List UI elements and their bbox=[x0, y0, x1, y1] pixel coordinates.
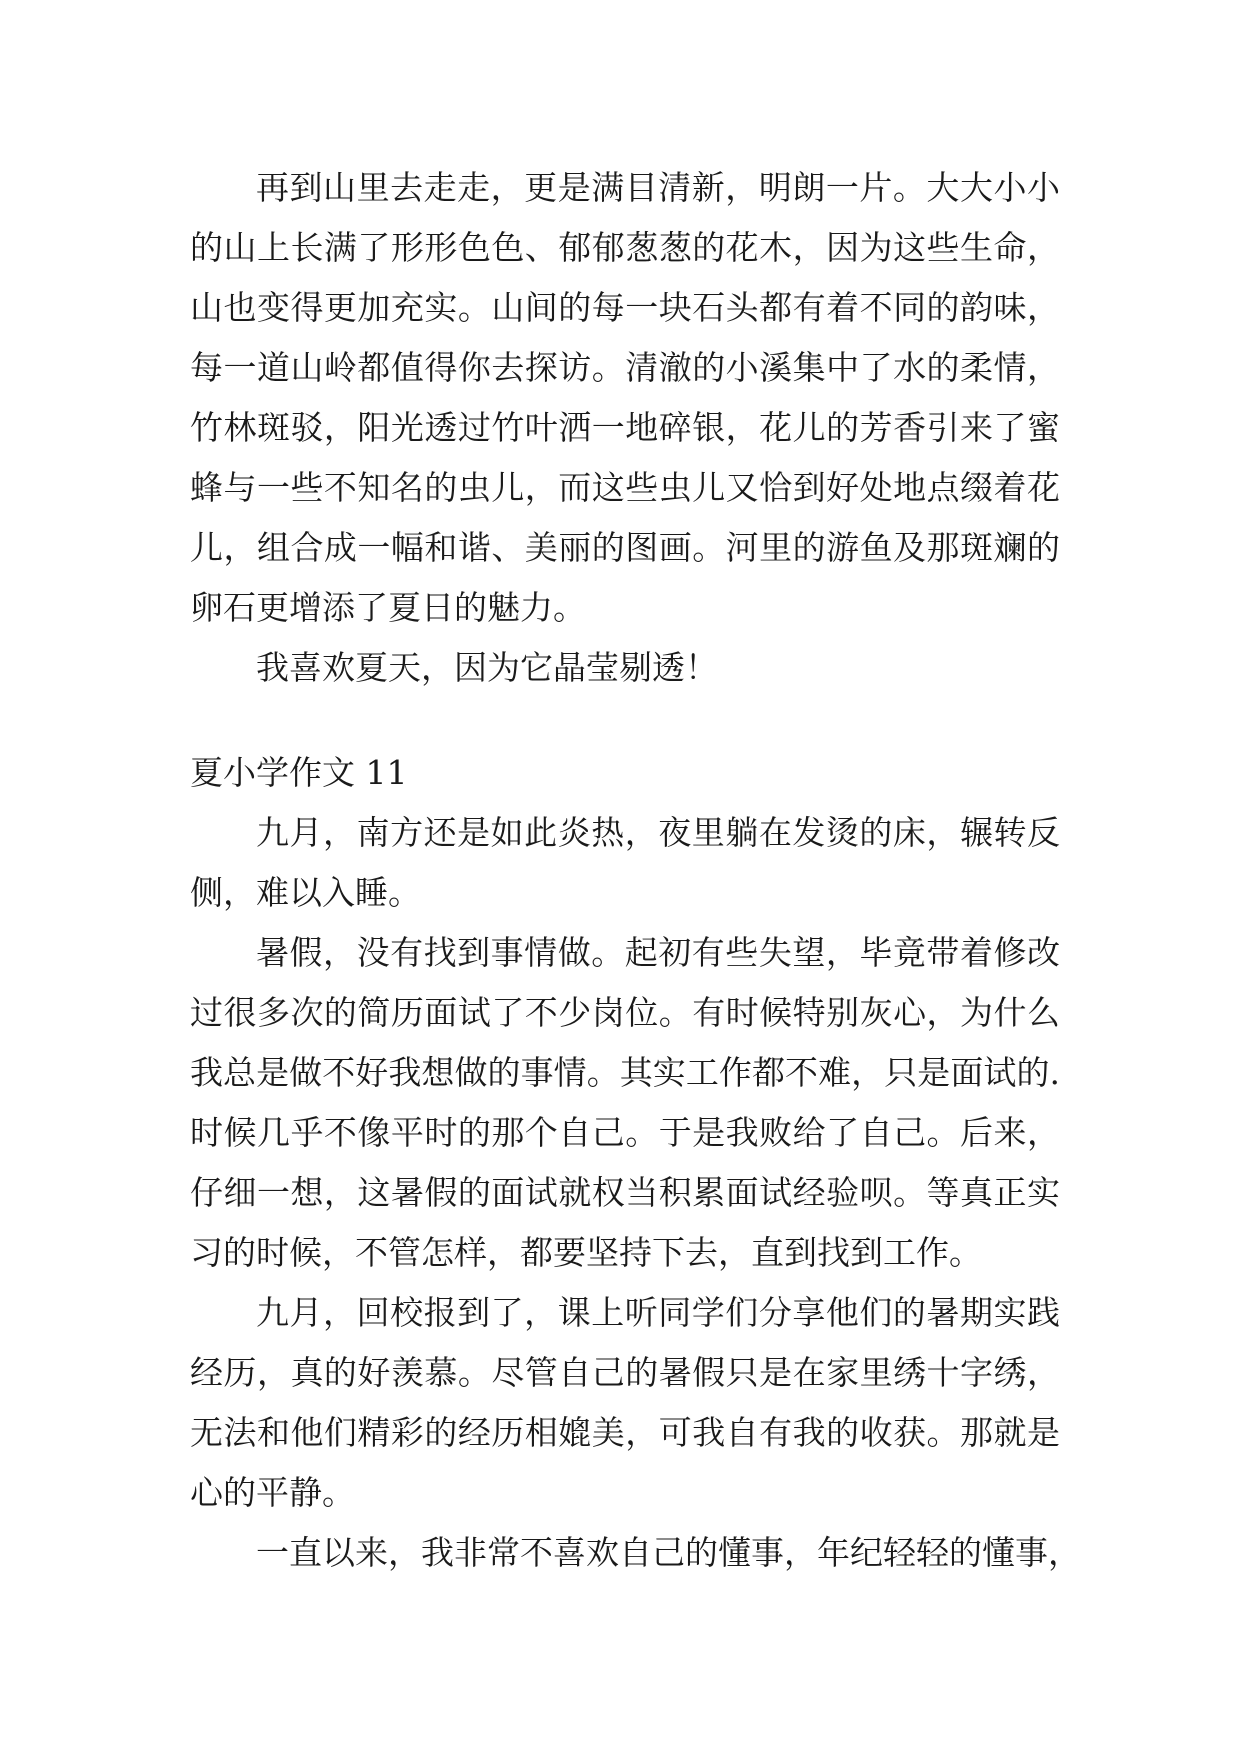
text-line: 每一道山岭都值得你去探访。清澈的小溪集中了水的柔情， bbox=[190, 348, 1060, 387]
text-line: 一直以来，我非常不喜欢自己的懂事，年纪轻轻的懂事， bbox=[256, 1533, 1081, 1572]
text-line: 无法和他们精彩的经历相媲美，可我自有我的收获。那就是 bbox=[190, 1413, 1060, 1452]
section-gap bbox=[190, 698, 1060, 743]
document-page bbox=[190, 158, 1081, 1583]
text-line: 竹林斑驳，阳光透过竹叶洒一地碎银，花儿的芳香引来了蜜 bbox=[190, 408, 1060, 447]
text-line: 时候几乎不像平时的那个自己。于是我败给了自己。后来， bbox=[190, 1113, 1060, 1152]
text-line: 九月，南方还是如此炎热，夜里躺在发烫的床，辗转反 bbox=[256, 813, 1060, 852]
paragraph bbox=[190, 638, 1060, 698]
text-line: 儿，组合成一幅和谐、美丽的图画。河里的游鱼及那斑斓的 bbox=[190, 528, 1060, 567]
paragraph bbox=[190, 1523, 1081, 1583]
text-line: 再到山里去走走，更是满目清新，明朗一片。大大小小 bbox=[256, 168, 1060, 207]
text-line: 山也变得更加充实。山间的每一块石头都有着不同的韵味， bbox=[190, 288, 1060, 327]
section-title: 夏小学作文 11 bbox=[190, 753, 408, 792]
paragraph bbox=[190, 158, 1060, 638]
text-line: 暑假，没有找到事情做。起初有些失望，毕竟带着修改 bbox=[256, 933, 1060, 972]
text-line: 我喜欢夏天，因为它晶莹剔透！ bbox=[256, 648, 718, 687]
paragraph bbox=[190, 803, 1060, 923]
text-line: 卵石更增添了夏日的魅力。 bbox=[190, 588, 586, 627]
text-line: 过很多次的简历面试了不少岗位。有时候特别灰心，为什么 bbox=[190, 993, 1060, 1032]
text-line: 蜂与一些不知名的虫儿，而这些虫儿又恰到好处地点缀着花 bbox=[190, 468, 1060, 507]
text-line: 心的平静。 bbox=[190, 1473, 355, 1512]
text-line: 经历，真的好羡慕。尽管自己的暑假只是在家里绣十字绣， bbox=[190, 1353, 1060, 1392]
text-line: 九月，回校报到了，课上听同学们分享他们的暑期实践 bbox=[256, 1293, 1060, 1332]
text-line: 习的时候，不管怎样，都要坚持下去，直到找到工作。 bbox=[190, 1233, 982, 1272]
text-line: 侧，难以入睡。 bbox=[190, 873, 421, 912]
text-line: 仔细一想，这暑假的面试就权当积累面试经验呗。等真正实 bbox=[190, 1173, 1060, 1212]
paragraph bbox=[190, 1283, 1060, 1523]
text-line: 的山上长满了形形色色、郁郁葱葱的花木，因为这些生命， bbox=[190, 228, 1060, 267]
paragraph bbox=[190, 923, 1060, 1283]
text-line: 我总是做不好我想做的事情。其实工作都不难，只是面试的. bbox=[190, 1053, 1060, 1092]
